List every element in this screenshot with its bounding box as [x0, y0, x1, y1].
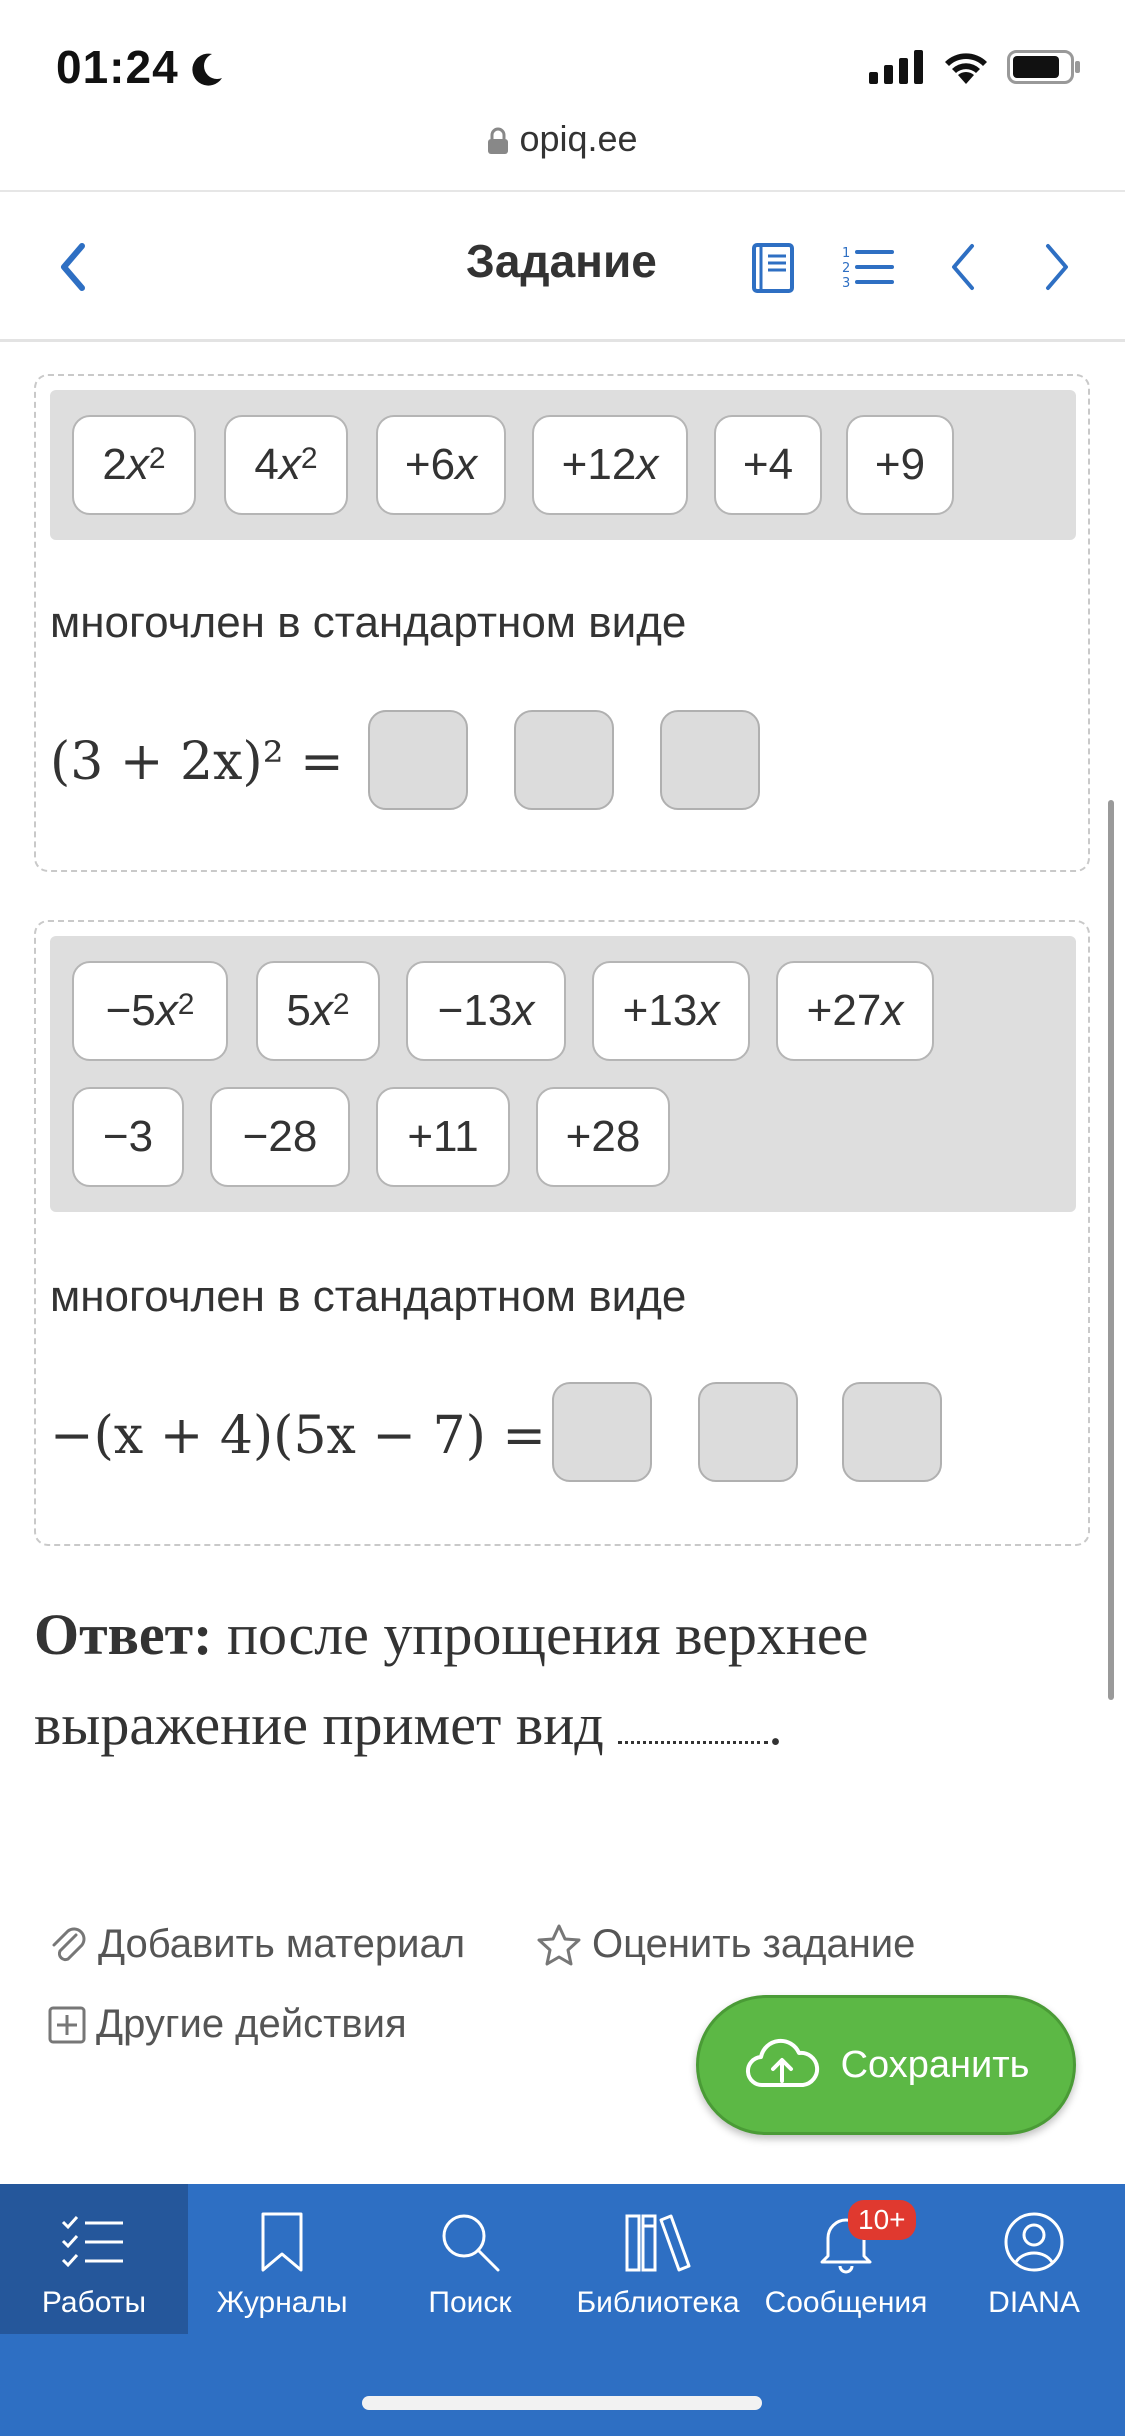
answer-label: Ответ: [34, 1602, 213, 1667]
svg-text:1: 1 [842, 246, 851, 261]
rate-task-link[interactable]: Оценить задание [536, 1922, 915, 1967]
tab-messages[interactable]: Сообщения 10+ [752, 2184, 940, 2334]
answer-sentence: после упрощения верхнее выражение примет вид [34, 1602, 869, 1757]
svg-text:2: 2 [842, 261, 851, 276]
chip-tray-2 [50, 936, 1076, 1212]
term-chip[interactable]: +28 [536, 1087, 670, 1187]
home-indicator [362, 2396, 762, 2410]
system-icons [869, 50, 1081, 84]
url-text: opiq.ee [519, 118, 638, 159]
exercise-block-1 [34, 374, 1090, 872]
status-bar [0, 0, 1125, 159]
back-chevron-icon[interactable] [52, 232, 92, 302]
notification-badge: 10+ [848, 2200, 916, 2240]
checklist-icon [59, 2212, 129, 2272]
term-chip[interactable]: +13 x [592, 961, 750, 1061]
paperclip-icon [48, 1923, 88, 1967]
tab-works[interactable]: Работы [0, 2184, 188, 2334]
term-chip[interactable]: +6 x [376, 415, 506, 515]
address-bar[interactable] [0, 118, 1125, 160]
task-caption: многочлен в стандартном виде [50, 1272, 687, 1321]
page-title: Задание [466, 235, 657, 287]
tab-search[interactable]: Поиск [376, 2184, 564, 2334]
scrollbar[interactable] [1108, 800, 1114, 1700]
exercise-block-2 [34, 920, 1090, 1546]
svg-text:3: 3 [842, 276, 851, 291]
term-chip[interactable]: −5 x $^2$ [72, 961, 228, 1061]
cloud-upload-icon [743, 2037, 821, 2093]
answer-slot[interactable] [842, 1382, 942, 1482]
other-actions-link[interactable]: Другие действия [48, 2002, 407, 2047]
search-icon [438, 2210, 502, 2274]
library-icon [623, 2210, 693, 2274]
math-expression: −(x + 4)(5x − 7) = [50, 1406, 546, 1466]
math-expression: (3 + 2x)² = [50, 732, 344, 792]
task-caption: многочлен в стандартном виде [50, 598, 687, 647]
term-chip[interactable]: +12 x [532, 415, 688, 515]
term-chip[interactable]: +11 [376, 1087, 510, 1187]
prev-chevron-icon[interactable] [934, 232, 994, 302]
tab-journals[interactable]: Журналы [188, 2184, 376, 2334]
answer-slot[interactable] [660, 710, 760, 810]
answer-blank[interactable] [618, 1704, 768, 1744]
term-chip[interactable]: −3 [72, 1087, 184, 1187]
term-chip[interactable]: +4 [714, 415, 822, 515]
battery-icon [1007, 50, 1081, 84]
tab-profile[interactable]: DIANA [940, 2184, 1125, 2334]
signal-icon [869, 50, 925, 84]
answer-slot[interactable] [368, 710, 468, 810]
answer-slot[interactable] [552, 1382, 652, 1482]
numbered-list-icon[interactable] [840, 232, 900, 302]
save-button[interactable]: Сохранить [696, 1995, 1076, 2135]
answer-text: Ответ: после упрощения верхнее выражение примет вид . [34, 1602, 869, 1757]
add-material-link[interactable]: Добавить материал [48, 1922, 465, 1967]
term-chip[interactable]: 5 x $^2$ [256, 961, 380, 1061]
tab-library[interactable]: Библиотека [564, 2184, 752, 2334]
clock: 01:24 [56, 41, 179, 93]
term-chip[interactable]: 2 x $^2$ [72, 415, 196, 515]
answer-slot[interactable] [698, 1382, 798, 1482]
next-chevron-icon[interactable] [1026, 232, 1086, 302]
term-chip[interactable]: −28 [210, 1087, 350, 1187]
bookmark-icon [257, 2210, 307, 2274]
bottom-tab-bar [0, 2184, 1125, 2436]
answer-slot[interactable] [514, 710, 614, 810]
user-icon [1002, 2210, 1066, 2274]
term-chip[interactable]: 4 x $^2$ [224, 415, 348, 515]
chip-tray-1 [50, 390, 1076, 540]
moon-icon [186, 50, 226, 90]
wifi-icon [943, 50, 989, 84]
plus-box-icon [48, 2006, 86, 2044]
book-icon[interactable] [744, 232, 804, 302]
lock-icon [487, 127, 509, 155]
term-chip[interactable]: +27 x [776, 961, 934, 1061]
star-icon [536, 1923, 582, 1967]
term-chip[interactable]: −13 x [406, 961, 566, 1061]
term-chip[interactable]: +9 [846, 415, 954, 515]
task-toolbar [0, 192, 1125, 342]
